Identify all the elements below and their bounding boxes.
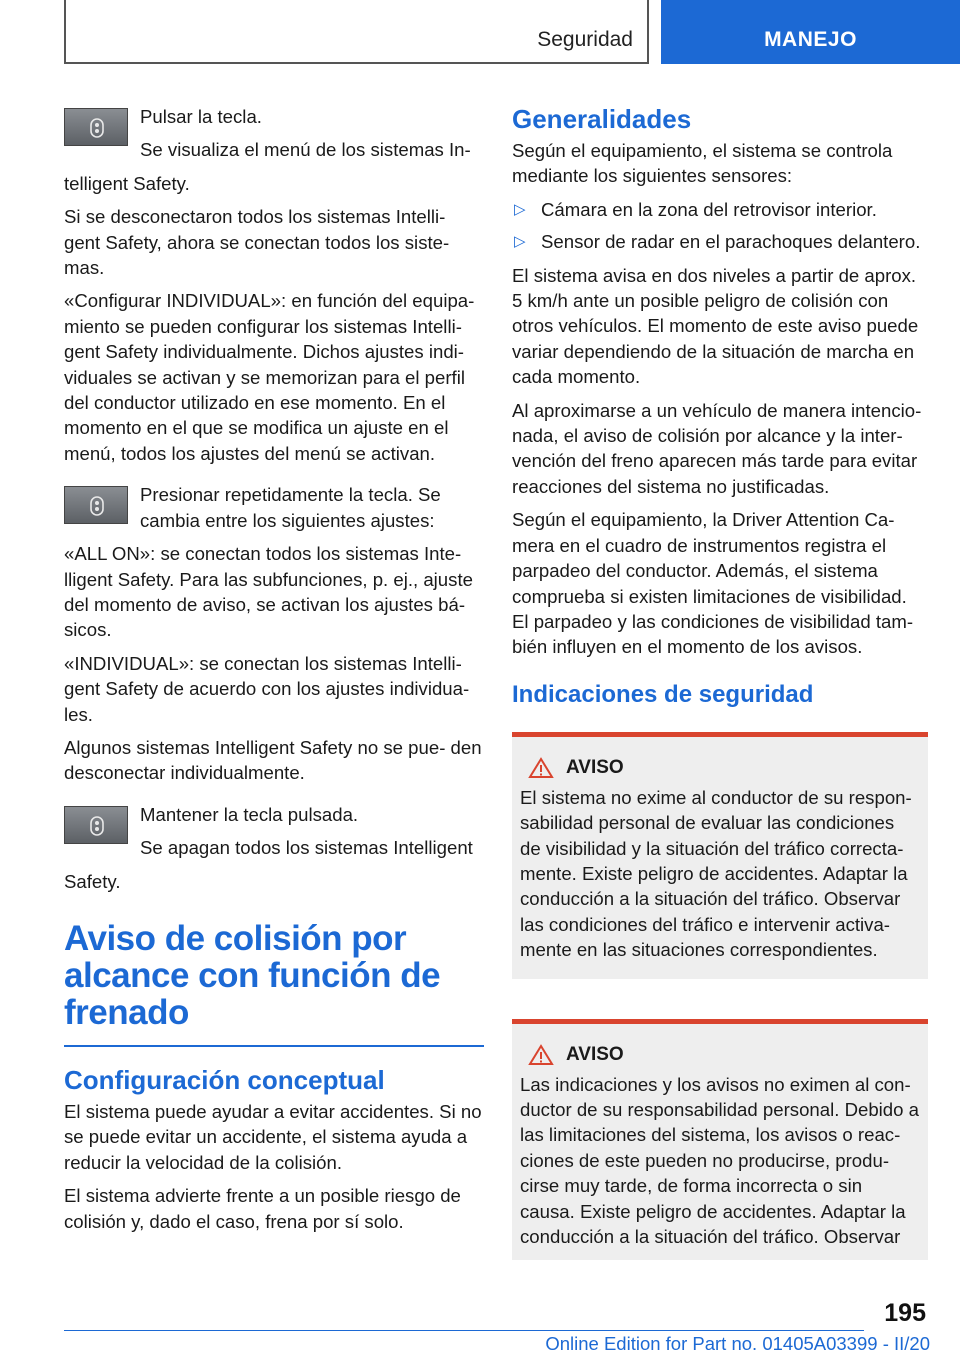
paragraph: Según el equipamiento, el sistema se controla mediante los siguientes sensores: xyxy=(512,140,893,187)
key-instruction-3 xyxy=(64,802,484,861)
warning-label: AVISO xyxy=(566,756,624,778)
paragraph: «ALL ON»: se conectan todos los sistemas Inte‐ lligent Safety. Para las subfunciones, p. ej., ajuste del momento de aviso, se activan los ajustes bá‐ sicos. xyxy=(64,543,473,641)
paragraph: Si se desconectaron todos los sistemas Intelli‐ gent Safety, ahora se conectan todos los siste‐ mas. xyxy=(64,206,450,279)
paragraph: telligent Safety. xyxy=(64,172,190,194)
warning-box xyxy=(512,732,928,979)
page-number: 195 xyxy=(884,1299,926,1327)
paragraph: El sistema puede ayudar a evitar accidentes. Si no se puede evitar un accidente, el sistema ayuda a reducir la velocidad de la colisión. xyxy=(64,1100,482,1173)
warning-title xyxy=(528,1044,920,1066)
instruction-text: Se visualiza el menú de los sistemas In‐ xyxy=(140,139,471,161)
paragraph: Al aproximarse a un vehículo de manera intencio‐ nada, el aviso de colisión por alcance y la inter‐ vención del freno aparecen más tarde para evitar reacciones del sistema no justificadas. xyxy=(512,399,922,497)
footer-divider xyxy=(64,1330,864,1331)
sensor-list xyxy=(512,197,928,255)
paragraph: Safety. xyxy=(64,870,121,892)
edition-note: Online Edition for Part no. 01405A03399 - II/20 xyxy=(545,1333,930,1354)
warning-text: El sistema no exime al conductor de su respon‐ sabilidad personal de evaluar las condiciones de visibilidad y la situación del tráfico correcta‐ mente. Existe peligro de accidentes. Adaptar la conducción a la situación del tráfico. Observar las condiciones del tráfico e intervenir activa‐ mente en las situaciones correspondientes. xyxy=(520,786,912,961)
instruction-text: Presionar repetidamente la tecla. Se cambia entre los siguientes ajustes: xyxy=(140,484,441,531)
header-section-box xyxy=(64,0,649,64)
paragraph: El sistema avisa en dos niveles a partir de aprox. 5 km/h ante un posible peligro de colisión con otros vehículos. El momento de este aviso puede variar dependiendo de la situación de marcha en cada momento. xyxy=(512,264,919,388)
left-column xyxy=(64,104,484,1242)
paragraph: Según el equipamiento, la Driver Attention Ca‐ mera en el cuadro de instrumentos registra el parpadeo del conductor. Además, el sistema comprueba si existen limitaciones de visibilidad. El parpadeo y las condiciones de visibilidad tam‐ bién influyen en el momento de los avisos. xyxy=(512,509,914,658)
right-column xyxy=(512,104,928,1260)
chapter-tab-label: MANEJO xyxy=(764,28,857,51)
section-heading: Indicaciones de seguridad xyxy=(512,680,814,708)
chapter-tab[interactable] xyxy=(661,0,960,64)
key-instruction-2 xyxy=(64,482,484,533)
key-instruction-1 xyxy=(64,104,484,163)
paragraph: Algunos sistemas Intelligent Safety no se pue‐ den desconectar individualmente. xyxy=(64,736,482,784)
chapter-heading: Aviso de colisión por alcance con función de frenado xyxy=(64,918,441,1032)
list-item xyxy=(512,229,928,254)
paragraph: «INDIVIDUAL»: se conectan los sistemas Intelli‐ gent Safety de acuerdo con los ajustes individua‐ les. xyxy=(64,652,470,725)
section-heading: Configuración conceptual xyxy=(64,1064,385,1095)
instruction-text: Se apagan todos los sistemas Intelligent xyxy=(140,837,473,859)
instruction-text: Mantener la tecla pulsada. xyxy=(140,803,359,825)
intelligent-safety-key-icon xyxy=(64,108,128,146)
triangle-bullet-icon: ▷ xyxy=(514,200,526,218)
warning-triangle-icon xyxy=(528,757,554,779)
list-item xyxy=(512,197,928,222)
list-item-text: Sensor de radar en el parachoques delantero. xyxy=(541,231,921,253)
instruction-text: Pulsar la tecla. xyxy=(140,106,262,127)
paragraph: «Configurar INDIVIDUAL»: en función del equipa‐ miento se pueden configurar los sistemas Intelli‐ gent Safety individualmente. Dichos ajustes indi‐ viduales se activan y se memorizan para el perfil del conductor utilizado en ese momento. En el momento en el que se modifica un ajuste en el menú, todos los ajustes del menú se activan. xyxy=(64,290,475,464)
warning-label: AVISO xyxy=(566,1043,624,1065)
warning-triangle-icon xyxy=(528,1044,554,1066)
warning-text: Las indicaciones y los avisos no eximen al con‐ ductor de su responsabilidad personal. Debido a las limitaciones del sistema, los avisos o reac‐ ciones de este pueden no producirse, produ‐ cirse muy tarde, de forma incorrecta o sin causa. Existe peligro de accidentes. Adaptar la conducción a la situación del tráfico. Observar xyxy=(520,1073,919,1247)
warning-title xyxy=(528,757,920,779)
triangle-bullet-icon: ▷ xyxy=(514,233,526,251)
intelligent-safety-key-icon xyxy=(64,486,128,524)
section-title: Seguridad xyxy=(537,28,633,51)
paragraph: El sistema advierte frente a un posible riesgo de colisión y, dado el caso, frena por sí solo. xyxy=(64,1185,461,1232)
intelligent-safety-key-icon xyxy=(64,806,128,844)
heading-divider xyxy=(64,1045,484,1047)
section-heading: Generalidades xyxy=(512,104,692,134)
list-item-text: Cámara en la zona del retrovisor interior. xyxy=(541,198,877,220)
warning-box xyxy=(512,1019,928,1260)
